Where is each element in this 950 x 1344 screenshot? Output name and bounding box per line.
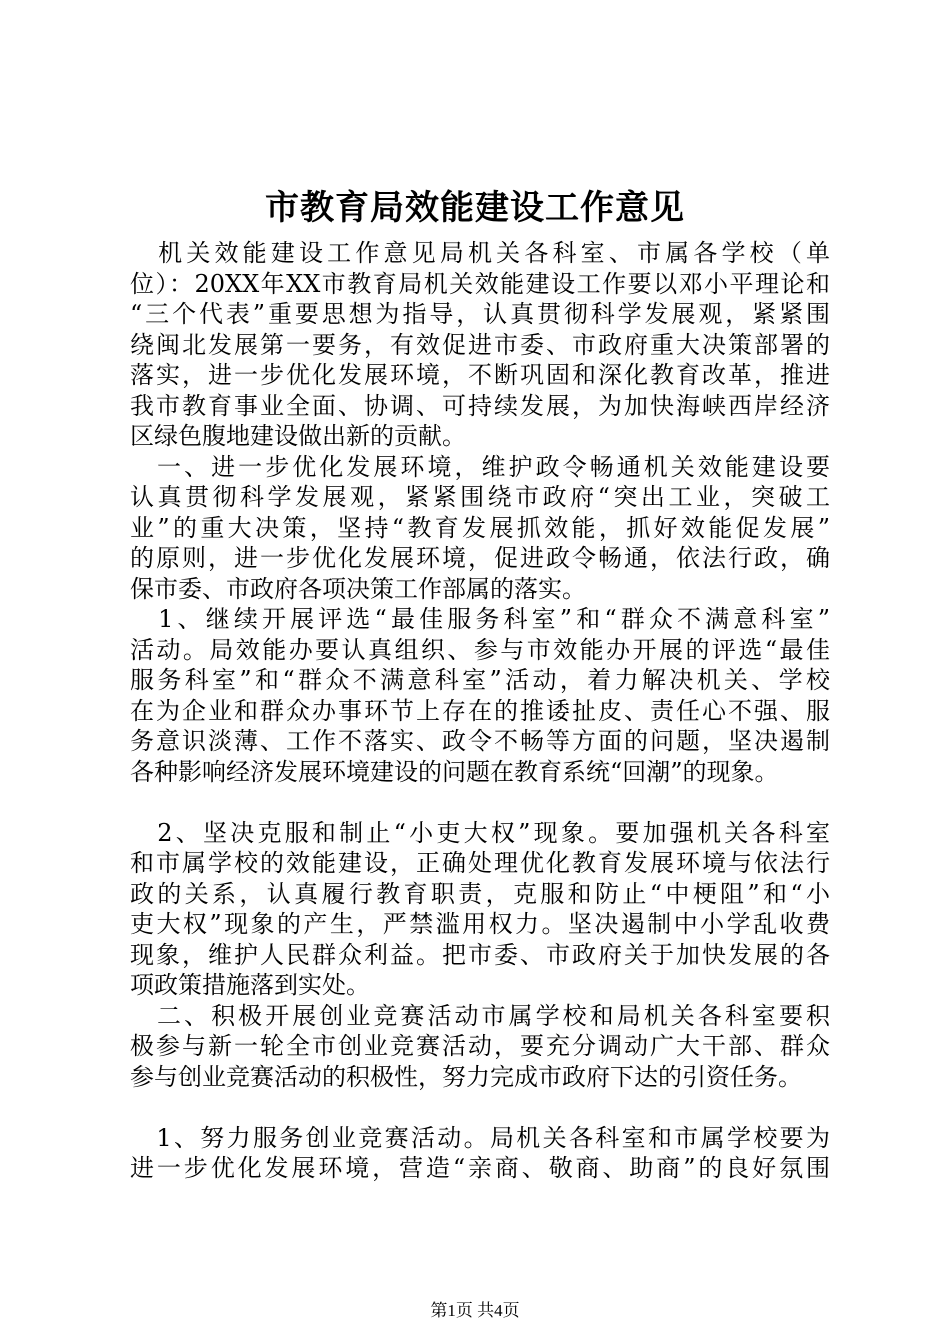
body-text-line: 极参与新一轮全市创业竞赛活动，要充分调动广大干部、群众 [130,1032,830,1060]
body-text-line: 政的关系，认真履行教育职责，克服和防止“中梗阻”和“小 [130,879,830,908]
body-text-line: 位）：20XX年XX市教育局机关效能建设工作要以邓小平理论和 [130,269,830,298]
body-text-line: “三个代表”重要思想为指导，认真贯彻科学发展观，紧紧围 [130,300,830,328]
body-text-line: 机关效能建设工作意见局机关各科室、市属各学校（单 [130,239,830,267]
body-text-line: 项政策措施落到实处。 [130,971,370,999]
body-text-line: 参与创业竞赛活动的积极性，努力完成市政府下达的引资任务。 [130,1062,802,1091]
body-text-line: 服务科室”和“群众不满意科室”活动，着力解决机关、学校 [130,666,830,694]
body-text-line: 绕闽北发展第一要务，有效促进市委、市政府重大决策部署的 [130,330,830,359]
document-body [130,238,830,1184]
body-text-line: 业”的重大决策，坚持“教育发展抓效能，抓好效能促发展” [130,513,830,542]
body-text-line: 保市委、市政府各项决策工作部属的落实。 [130,574,586,603]
body-text-line: 现象，维护人民群众利益。把市委、市政府关于加快发展的各 [130,940,830,969]
document-title: 市教育局效能建设工作意见 [265,188,685,228]
body-text-line: 和市属学校的效能建设，正确处理优化教育发展环境与依法行 [130,849,830,877]
body-text-line: 二、积极开展创业竞赛活动市属学校和局机关各科室要积 [130,1001,830,1030]
body-text-line: 我市教育事业全面、协调、可持续发展，为加快海峡西岸经济 [130,391,830,420]
body-text-line: 活动。局效能办要认真组织、参与市效能办开展的评选“最佳 [130,635,830,664]
body-text-line: 吏大权”现象的产生，严禁滥用权力。坚决遏制中小学乱收费 [130,910,830,938]
page-number-footer: 第1页 共4页 [430,1301,520,1320]
body-text-line: 2、坚决克服和制止“小吏大权”现象。要加强机关各科室 [130,818,830,847]
body-text-line: 在为企业和群众办事环节上存在的推诿扯皮、责任心不强、服 [130,696,830,725]
body-text-line: 落实，进一步优化发展环境，不断巩固和深化教育改革，推进 [130,361,830,389]
body-text-line: 的原则，进一步优化发展环境，促进政令畅通，依法行政，确 [130,544,830,572]
body-text-line: 进一步优化发展环境，营造“亲商、敬商、助商”的良好氛围 [130,1154,830,1182]
body-text-line: 1、继续开展评选“最佳服务科室”和“群众不满意科室” [130,605,830,633]
body-text-line: 一、进一步优化发展环境，维护政令畅通机关效能建设要 [130,452,830,481]
body-text-line: 务意识淡薄、工作不落实、政令不畅等方面的问题，坚决遏制 [130,727,830,755]
body-text-line: 区绿色腹地建设做出新的贡献。 [130,422,466,450]
paragraph-gap [130,787,830,818]
body-text-line: 1、努力服务创业竞赛活动。局机关各科室和市属学校要为 [130,1123,830,1152]
body-text-line: 认真贯彻科学发展观，紧紧围绕市政府“突出工业，突破工 [130,483,830,511]
body-text-line: 各种影响经济发展环境建设的问题在教育系统“回潮”的现象。 [130,757,779,786]
paragraph-gap [130,1092,830,1123]
